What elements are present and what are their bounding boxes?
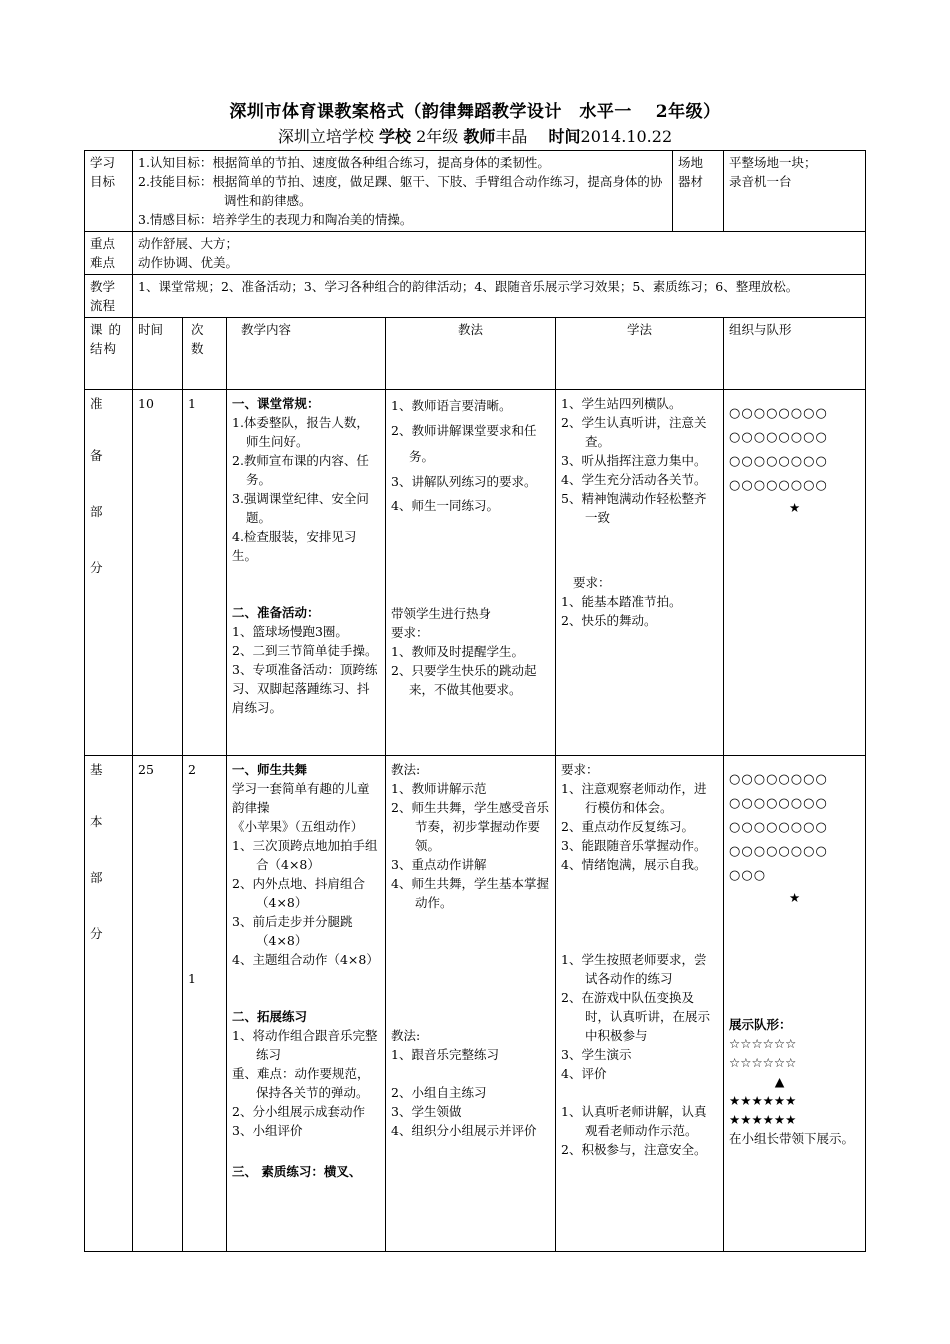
section-char: 分 bbox=[90, 926, 103, 941]
key-points-content bbox=[133, 232, 866, 275]
process-content: 1、课堂常规；2、准备活动；3、学习各种组合的韵律活动；4、跟随音乐展示学习效果；5、素质练习；6、整理放松。 bbox=[133, 275, 866, 318]
basic-heading-3: 三、 素质练习：横叉、 bbox=[232, 1164, 362, 1179]
formation-row: ○○○○○○○○ bbox=[729, 478, 828, 493]
list-item: 3.强调课堂纪律、安全问题。 bbox=[232, 491, 369, 525]
list-item: 2、小组自主练习 bbox=[391, 1085, 487, 1100]
prep-teaching bbox=[386, 390, 556, 756]
basic-row bbox=[85, 756, 866, 1252]
basic-learning bbox=[556, 756, 724, 1252]
prep-heading-1: 一、课堂常规： bbox=[232, 396, 320, 411]
col-learning: 学法 bbox=[556, 318, 724, 390]
lesson-plan-table bbox=[84, 150, 866, 1252]
key-point-line: 动作协调、优美。 bbox=[138, 255, 239, 270]
basic-content bbox=[227, 756, 386, 1252]
list-item: 4、评价 bbox=[561, 1066, 607, 1081]
count-value: 1 bbox=[188, 971, 196, 986]
col-content: 教学内容 bbox=[227, 318, 386, 390]
section-char: 基 bbox=[90, 762, 103, 777]
objective-item: 3.情感目标：培养学生的表现力和陶冶美的情操。 bbox=[138, 212, 413, 227]
col-count: 次 数 bbox=[183, 318, 227, 390]
list-item: 2、师生共舞，学生感受音乐节奏，初步掌握动作要领。 bbox=[391, 800, 549, 853]
list-item: 3、学生演示 bbox=[561, 1047, 632, 1062]
list-item: 4、师生一同练习。 bbox=[391, 498, 499, 513]
teaching-intro: 带领学生进行热身 bbox=[391, 606, 492, 621]
label-line: 场地 bbox=[678, 155, 704, 170]
section-char: 部 bbox=[90, 504, 103, 519]
objectives-row bbox=[85, 151, 866, 232]
col-organization: 组织与队形 bbox=[724, 318, 866, 390]
list-item: 1、三次顶跨点地加拍手组合（4×8） bbox=[232, 838, 378, 872]
list-item: 4.检查服装，安排见习生。 bbox=[232, 529, 357, 563]
display-row: ★★★★★★ bbox=[729, 1093, 797, 1108]
objective-item: 1.认知目标：根据简单的节拍、速度做各种组合练习，提高身体的柔韧性。 bbox=[138, 155, 550, 170]
prep-content bbox=[227, 390, 386, 756]
col-structure: 课 的 结构 bbox=[85, 318, 133, 390]
list-item: 1、篮球场慢跑3圈。 bbox=[232, 624, 348, 639]
venue-line: 录音机一台 bbox=[729, 174, 792, 189]
list-item: 2、二到三节简单徒手操。 bbox=[232, 643, 378, 658]
col-teaching: 教法 bbox=[386, 318, 556, 390]
label-line: 流程 bbox=[90, 298, 116, 313]
label-line: 教学 bbox=[90, 279, 116, 294]
teacher-star-icon: ★ bbox=[788, 500, 801, 515]
teacher-label: 教师 bbox=[463, 127, 496, 146]
formation-row: ○○○○○○○○ bbox=[729, 820, 828, 835]
section-char: 准 bbox=[90, 396, 103, 411]
col-time: 时间 bbox=[133, 318, 183, 390]
list-item: 重、难点：动作要规范，保持各关节的弹动。 bbox=[232, 1066, 370, 1100]
prep-section-label bbox=[85, 390, 133, 756]
list-item: 2、教师讲解课堂要求和任务。 bbox=[391, 423, 537, 464]
formation-row: ○○○ bbox=[729, 868, 767, 883]
list-item: 3、前后走步并分腿跳（4×8） bbox=[232, 914, 353, 948]
formation-row: ○○○○○○○○ bbox=[729, 772, 828, 787]
list-item: 2.教师宣布课的内容、任务。 bbox=[232, 453, 369, 487]
display-row: ☆☆☆☆☆☆ bbox=[729, 1055, 797, 1070]
prep-heading-2: 二、准备活动： bbox=[232, 605, 320, 620]
label-line: 重点 bbox=[90, 236, 116, 251]
list-item: 2、内外点地、抖肩组合（4×8） bbox=[232, 876, 365, 910]
process-row bbox=[85, 275, 866, 318]
list-item: 1、认真听老师讲解，认真观看老师动作示范。 bbox=[561, 1104, 707, 1138]
time-value: 2014.10.22 bbox=[580, 127, 673, 146]
process-label bbox=[85, 275, 133, 318]
list-item: 2、快乐的舞动。 bbox=[561, 613, 657, 628]
display-row: ☆☆☆☆☆☆ bbox=[729, 1036, 797, 1051]
basic-formation bbox=[724, 756, 866, 1252]
objectives-content bbox=[133, 151, 673, 232]
basic-heading-1: 一、师生共舞 bbox=[232, 762, 308, 777]
list-item: 2、在游戏中队伍变换及时，认真听讲，在展示中积极参与 bbox=[561, 990, 711, 1043]
key-points-label bbox=[85, 232, 133, 275]
list-item: 1、能基本踏准节拍。 bbox=[561, 594, 682, 609]
list-item: 4、组织分小组展示并评价 bbox=[391, 1123, 537, 1138]
list-item: 1、将动作组合跟音乐完整练习 bbox=[232, 1028, 378, 1062]
formation-row: ○○○○○○○○ bbox=[729, 430, 828, 445]
teaching-req: 要求： bbox=[391, 625, 429, 640]
list-item: 3、专项准备活动：顶跨练习、双脚起落踵练习、抖肩练习。 bbox=[232, 662, 378, 715]
formation-row: ○○○○○○○○ bbox=[729, 454, 828, 469]
content-intro: 《小苹果》（五组动作） bbox=[232, 819, 364, 834]
objective-item: 2.技能目标：根据简单的节拍、速度，做足踝、躯干、下肢、手臂组合动作练习，提高身体的协调性和韵律感。 bbox=[138, 174, 663, 208]
label-line: 器材 bbox=[678, 174, 704, 189]
prep-row bbox=[85, 390, 866, 756]
display-row: ★★★★★★ bbox=[729, 1112, 797, 1127]
basic-section-label bbox=[85, 756, 133, 1252]
list-item: 5、精神饱满动作轻松整齐一致 bbox=[561, 491, 707, 525]
school-label: 学校 bbox=[378, 127, 411, 146]
key-point-line: 动作舒展、大方； bbox=[138, 236, 239, 251]
list-item: 1、学生按照老师要求，尝试各动作的练习 bbox=[561, 952, 707, 986]
prep-count: 1 bbox=[183, 390, 227, 756]
basic-time: 25 bbox=[133, 756, 183, 1252]
list-item: 1、教师语言要清晰。 bbox=[391, 398, 512, 413]
prep-time: 10 bbox=[133, 390, 183, 756]
list-item: 1、教师讲解示范 bbox=[391, 781, 487, 796]
list-item: 1、注意观察老师动作，进行模仿和体会。 bbox=[561, 781, 707, 815]
list-item: 2、积极参与，注意安全。 bbox=[561, 1142, 707, 1157]
list-item: 3、学生领做 bbox=[391, 1104, 462, 1119]
grade: 2年级 bbox=[416, 127, 459, 146]
basic-heading-2: 二、拓展练习 bbox=[232, 1009, 308, 1024]
display-note: 在小组长带领下展示。 bbox=[729, 1131, 855, 1146]
list-item: 3、能跟随音乐掌握动作。 bbox=[561, 838, 707, 853]
list-item: 1、学生站四列横队。 bbox=[561, 396, 682, 411]
list-item: 3、重点动作讲解 bbox=[391, 857, 487, 872]
objectives-label bbox=[85, 151, 133, 232]
learning-req: 要求： bbox=[573, 575, 611, 590]
label-line: 学习 bbox=[90, 155, 116, 170]
section-char: 分 bbox=[90, 560, 103, 575]
list-item: 2、分小组展示成套动作 bbox=[232, 1104, 365, 1119]
page-subtitle bbox=[0, 124, 950, 147]
list-item: 3、听从指挥注意力集中。 bbox=[561, 453, 707, 468]
list-item: 1、跟音乐完整练习 bbox=[391, 1047, 499, 1062]
list-item: 3、小组评价 bbox=[232, 1123, 303, 1138]
venue-content bbox=[724, 151, 866, 232]
content-intro: 学习一套简单有趣的儿童韵律操 bbox=[232, 781, 370, 815]
teacher-name: 丰晶 bbox=[495, 127, 528, 146]
list-item: 4、学生充分活动各关节。 bbox=[561, 472, 707, 487]
key-points-row bbox=[85, 232, 866, 275]
list-item: 4、师生共舞，学生基本掌握动作。 bbox=[391, 876, 549, 910]
formation-row: ○○○○○○○○ bbox=[729, 844, 828, 859]
triangle-icon: ▲ bbox=[774, 1074, 785, 1089]
venue-label bbox=[673, 151, 724, 232]
teacher-star-icon: ★ bbox=[788, 890, 801, 905]
formation-row: ○○○○○○○○ bbox=[729, 406, 828, 421]
section-char: 备 bbox=[90, 448, 103, 463]
page-title: 深圳市体育课教案格式（韵律舞蹈教学设计 水平一 2年级） bbox=[229, 102, 721, 122]
list-item: 2、学生认真听讲，注意关查。 bbox=[561, 415, 707, 449]
venue-line: 平整场地一块； bbox=[729, 155, 817, 170]
basic-teaching bbox=[386, 756, 556, 1252]
count-value: 2 bbox=[188, 762, 196, 777]
list-item: 1、教师及时提醒学生。 bbox=[391, 644, 524, 659]
display-label: 展示队形： bbox=[729, 1017, 792, 1032]
section-char: 本 bbox=[90, 814, 103, 829]
list-item: 2、只要学生快乐的跳动起来，不做其他要求。 bbox=[391, 663, 537, 697]
list-item: 2、重点动作反复练习。 bbox=[561, 819, 694, 834]
school-name: 深圳立培学校 bbox=[277, 127, 374, 146]
list-item: 4、情绪饱满，展示自我。 bbox=[561, 857, 707, 872]
list-item: 3、讲解队列练习的要求。 bbox=[391, 474, 537, 489]
prep-formation bbox=[724, 390, 866, 756]
label-line: 难点 bbox=[90, 255, 116, 270]
formation-row: ○○○○○○○○ bbox=[729, 796, 828, 811]
prep-learning bbox=[556, 390, 724, 756]
section-char: 部 bbox=[90, 870, 103, 885]
teaching-label: 教法: bbox=[391, 762, 421, 777]
basic-count bbox=[183, 756, 227, 1252]
list-item: 1.体委整队，报告人数，师生问好。 bbox=[232, 415, 369, 449]
label-line: 目标 bbox=[90, 174, 116, 189]
teaching-label: 教法: bbox=[391, 1028, 421, 1043]
list-item: 4、主题组合动作（4×8） bbox=[232, 952, 379, 967]
column-header-row bbox=[85, 318, 866, 390]
time-label: 时间 bbox=[548, 127, 581, 146]
learning-label: 要求： bbox=[561, 762, 599, 777]
